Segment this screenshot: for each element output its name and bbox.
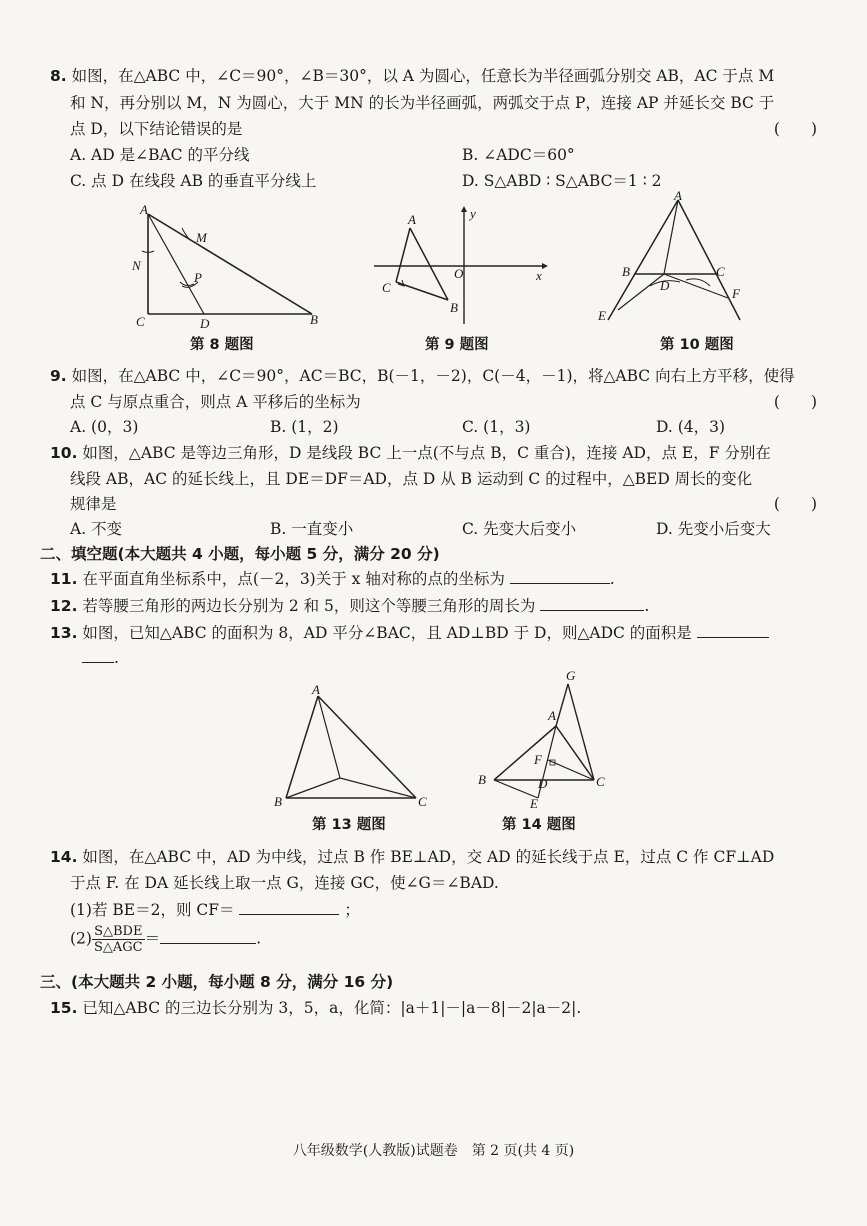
f9-label-c: C	[382, 280, 391, 295]
q13-line2	[82, 648, 119, 667]
q9-option-a: A. (0，3)	[70, 418, 139, 436]
f9-label-a: A	[408, 212, 416, 227]
q10-answer-paren: ( )	[773, 495, 817, 513]
q11	[50, 567, 615, 589]
f10-label-a: A	[674, 190, 682, 203]
figure-8	[120, 196, 340, 336]
figure-13	[268, 678, 440, 812]
figure-9	[372, 204, 552, 328]
q11-text: 在平面直角坐标系中，点(－2，3)关于 x 轴对称的点的坐标为	[82, 570, 505, 588]
q8-line1	[50, 64, 774, 86]
q15	[50, 996, 581, 1018]
q9-answer-paren: ( )	[773, 393, 817, 411]
q10-text-1: 如图，△ABC 是等边三角形，D 是线段 BC 上一点(不与点 B，C 重合)，连接 AD，点 E，F 分别在	[82, 444, 771, 462]
q10-option-d: D. 先变小后变大	[656, 520, 771, 538]
q13	[50, 621, 769, 643]
q14-frac-numerator: S△BDE	[92, 924, 145, 940]
q9-option-b: B. (1，2)	[270, 418, 339, 436]
q11-answer-blank[interactable]	[510, 569, 610, 584]
q14-line1	[50, 845, 774, 867]
q15-text: 已知△ABC 的三边长分别为 3，5，a，化简：|a＋1|－|a－8|－2|a－2|.	[82, 999, 582, 1017]
q14-sub2-prefix: (2)	[70, 929, 92, 948]
q13-answer-blank[interactable]	[697, 623, 769, 638]
q10-text-3: 规律是	[70, 495, 117, 513]
q14-sub1	[70, 898, 360, 920]
f8-label-b: B	[310, 312, 318, 327]
figure-14	[470, 664, 620, 812]
q14-sub2	[70, 924, 261, 955]
q13-text: 如图，已知△ABC 的面积为 8，AD 平分∠BAC，且 AD⊥BD 于 D，则△ADC 的面积是	[82, 624, 692, 642]
q11-end: .	[609, 570, 615, 588]
f14-label-b: B	[478, 772, 486, 787]
section-3-heading: 三、(本大题共 2 小题，每小题 8 分，满分 16 分)	[40, 973, 394, 991]
f14-label-f: F	[534, 752, 542, 767]
q8-option-c: C. 点 D 在线段 AB 的垂直平分线上	[70, 172, 317, 190]
f14-label-g: G	[566, 668, 576, 683]
caption-fig9: 第 9 题图	[425, 337, 489, 353]
q10-number: 10.	[50, 444, 78, 462]
q10-option-b: B. 一直变小	[270, 520, 354, 538]
q8-text-2: 和 N，再分别以 M，N 为圆心，大于 MN 的长为半径画弧，两弧交于点 P，连接 AP 并延长交 BC 于	[70, 94, 775, 112]
f8-label-c: C	[136, 314, 145, 329]
f10-label-d: D	[660, 278, 670, 293]
q8-text-3: 点 D，以下结论错误的是	[70, 120, 243, 138]
q8-number: 8.	[50, 67, 67, 85]
q10-line1	[50, 441, 771, 463]
q8-answer-paren: ( )	[773, 120, 817, 138]
q13-end: .	[114, 649, 119, 667]
q14-sub2-fraction	[92, 924, 145, 955]
figure-10	[590, 190, 750, 330]
caption-fig10: 第 10 题图	[660, 337, 734, 353]
q12	[50, 594, 649, 616]
caption-fig13: 第 13 题图	[312, 817, 386, 833]
q10-option-c: C. 先变大后变小	[462, 520, 577, 538]
q9-text-2: 点 C 与原点重合，则点 A 平移后的坐标为	[70, 393, 361, 411]
q14-frac-denominator: S△AGC	[93, 940, 143, 955]
page-footer: 八年级数学(人教版)试题卷 第 2 页(共 4 页)	[292, 1143, 575, 1159]
q8-option-b: B. ∠ADC＝60°	[462, 146, 575, 164]
q10-option-a: A. 不变	[70, 520, 123, 538]
f13-label-c: C	[418, 794, 427, 809]
q14-sub1-text: (1)若 BE＝2，则 CF＝	[70, 901, 235, 919]
section-2-heading: 二、填空题(本大题共 4 小题，每小题 5 分，满分 20 分)	[40, 545, 440, 563]
q14-sub1-end: ；	[344, 901, 360, 919]
q13-number: 13.	[50, 624, 78, 642]
q14-number: 14.	[50, 848, 78, 866]
f9-label-x: x	[536, 268, 542, 283]
q8-option-d: D. S△ABD ∶ S△ABC＝1 ∶ 2	[462, 172, 662, 190]
f10-label-b: B	[622, 264, 630, 279]
q12-text: 若等腰三角形的两边长分别为 2 和 5，则这个等腰三角形的周长为	[82, 597, 536, 615]
f8-label-d: D	[200, 316, 210, 331]
q9-line1	[50, 364, 795, 386]
f8-label-p: P	[194, 270, 202, 285]
q13-answer-blank-cont[interactable]	[82, 648, 114, 663]
q8-option-a: A. AD 是∠BAC 的平分线	[70, 146, 250, 164]
q9-number: 9.	[50, 367, 67, 385]
f8-label-n: N	[132, 258, 141, 273]
caption-fig8: 第 8 题图	[190, 337, 254, 353]
f13-label-a: A	[312, 682, 320, 697]
f9-label-y: y	[470, 206, 476, 221]
caption-fig14: 第 14 题图	[502, 817, 576, 833]
q9-option-c: C. (1，3)	[462, 418, 531, 436]
q12-end: .	[644, 597, 650, 615]
f13-label-b: B	[274, 794, 282, 809]
f8-label-m: M	[196, 230, 207, 245]
q14-sub2-blank[interactable]	[160, 929, 256, 944]
q11-number: 11.	[50, 570, 78, 588]
f14-label-e: E	[530, 796, 538, 811]
f14-label-c: C	[596, 774, 605, 789]
q9-option-d: D. (4，3)	[656, 418, 726, 436]
q8-text-1: 如图，在△ABC 中，∠C＝90°，∠B＝30°，以 A 为圆心，任意长为半径画弧分别交 AB，AC 于点 M	[71, 67, 775, 85]
q12-number: 12.	[50, 597, 78, 615]
q14-sub1-blank[interactable]	[239, 900, 339, 915]
q14-text-1: 如图，在△ABC 中，AD 为中线，过点 B 作 BE⊥AD，交 AD 的延长线于点 E，过点 C 作 CF⊥AD	[82, 848, 775, 866]
q14-sub2-equals: ＝	[144, 929, 161, 948]
q14-sub2-end: .	[256, 929, 262, 948]
f9-label-b: B	[450, 300, 458, 315]
q15-number: 15.	[50, 999, 78, 1017]
f9-label-o: O	[454, 266, 464, 281]
f10-label-c: C	[716, 264, 725, 279]
q9-text-1: 如图，在△ABC 中，∠C＝90°，AC＝BC，B(－1，－2)，C(－4，－1)，将△ABC 向右上方平移，使得	[71, 367, 795, 385]
f10-label-f: F	[732, 286, 740, 301]
f8-label-a: A	[140, 202, 148, 217]
q12-answer-blank[interactable]	[540, 596, 644, 611]
f14-label-a: A	[548, 708, 556, 723]
f10-label-e: E	[598, 308, 606, 323]
q14-text-2: 于点 F. 在 DA 延长线上取一点 G，连接 GC，使∠G＝∠BAD.	[70, 874, 499, 892]
f14-label-d: D	[538, 776, 548, 791]
q10-text-2: 线段 AB，AC 的延长线上，且 DE＝DF＝AD，点 D 从 B 运动到 C 的过程中，△BED 周长的变化	[70, 470, 753, 488]
